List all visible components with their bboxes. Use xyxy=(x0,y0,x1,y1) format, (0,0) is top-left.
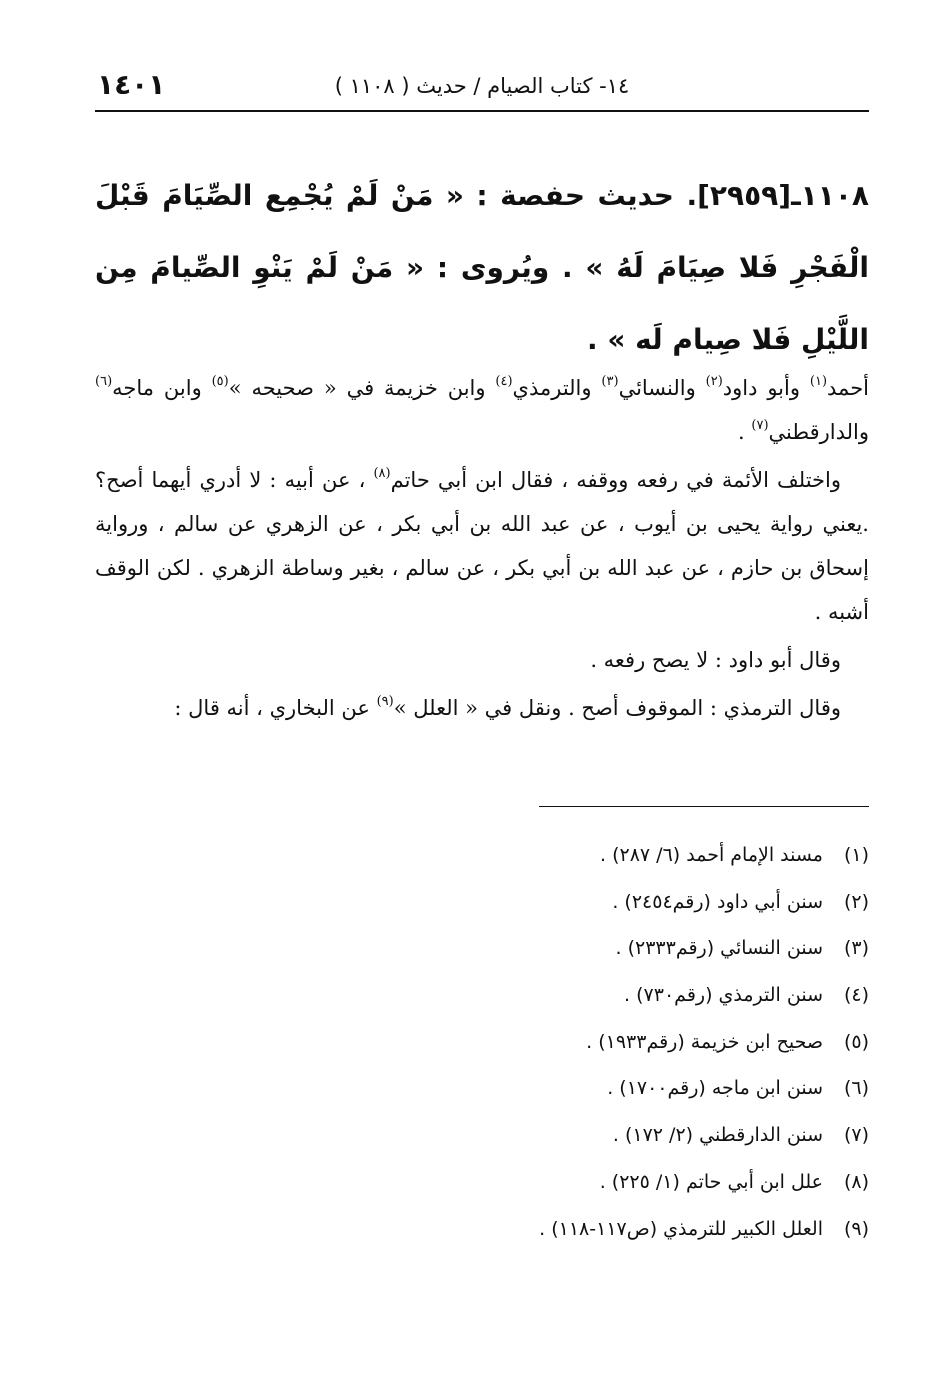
book-page xyxy=(95,0,869,1387)
source-tirmidhi: والترمذي xyxy=(512,376,602,400)
footnote-ref-4[interactable]: (٤) xyxy=(495,374,513,389)
footnote-text: مسند الإمام أحمد (٦/ ٢٨٧) . xyxy=(600,844,823,866)
running-header xyxy=(95,66,869,112)
footnote-2 xyxy=(95,879,869,926)
sentence-end: . xyxy=(738,420,752,444)
footnote-number: (٣) xyxy=(843,937,869,960)
footnote-number: (٥) xyxy=(843,1030,869,1053)
sources-paragraph xyxy=(95,366,869,454)
disagreement-text-a: واختلف الأئمة في رفعه ووقفه ، فقال ابن أبي حاتم xyxy=(390,468,841,492)
footnote-ref-9[interactable]: (٩) xyxy=(376,694,394,709)
footnote-text: العلل الكبير للترمذي (ص١١٧-١١٨) . xyxy=(539,1217,823,1240)
source-ibn-khuzaymah: وابن خزيمة في « صحيحه » xyxy=(228,376,496,400)
tirmidhi-paragraph xyxy=(95,686,869,730)
footnote-text: سنن أبي داود (رقم٢٤٥٤) . xyxy=(612,890,823,913)
chapter-title: ١٤- كتاب الصيام / حديث ( ١١٠٨ ) xyxy=(334,74,630,98)
footnote-4 xyxy=(95,972,869,1019)
hadith-text: . حديث حفصة : « مَنْ لَمْ يُجْمِع الصِّيَامَ قَبْلَ الْفَجْرِ فَلا صِيَامَ لَهُ » . ويُروى : « مَنْ لَمْ يَنْوِ الصِّيامَ مِن اللَّيْلِ فَلا صِيام لَه » . xyxy=(95,179,869,356)
footnote-text: علل ابن أبي حاتم (١/ ٢٢٥) . xyxy=(599,1170,823,1193)
footnote-9 xyxy=(95,1206,869,1253)
footnote-ref-2[interactable]: (٢) xyxy=(705,374,723,389)
page-number: ١٤٠١ xyxy=(97,68,166,101)
footnote-text: سنن ابن ماجه (رقم١٧٠٠) . xyxy=(607,1077,823,1100)
commentary xyxy=(95,366,869,734)
footnote-5 xyxy=(95,1019,869,1066)
abu-dawud-paragraph: وقال أبو داود : لا يصح رفعه . xyxy=(590,648,841,672)
footnote-ref-6[interactable]: (٦) xyxy=(95,374,113,389)
footnote-number: (٦) xyxy=(843,1077,869,1100)
tirmidhi-text-a: وقال الترمذي : الموقوف أصح . ونقل في « العلل » xyxy=(393,696,841,720)
footnote-3 xyxy=(95,925,869,972)
footnote-ref-5[interactable]: (٥) xyxy=(211,374,229,389)
footnote-number: (٤) xyxy=(843,984,869,1007)
hadith-number: ١١٠٨ـ[٢٩٥٩] xyxy=(697,179,869,212)
hadith-block xyxy=(95,160,869,376)
tirmidhi-text-b: عن البخاري ، أنه قال : xyxy=(174,696,377,720)
footnote-6 xyxy=(95,1065,869,1112)
footnote-text: صحيح ابن خزيمة (رقم١٩٣٣) . xyxy=(586,1030,823,1053)
footnotes-list xyxy=(95,832,869,1252)
footnote-8 xyxy=(95,1159,869,1206)
source-abu-dawud: وأبو داود xyxy=(722,376,810,400)
footnote-ref-7[interactable]: (٧) xyxy=(751,418,769,433)
source-ibn-majah: وابن ماجه xyxy=(112,376,212,400)
footnote-number: (٢) xyxy=(843,890,869,913)
footnote-number: (١) xyxy=(843,844,869,866)
footnote-ref-8[interactable]: (٨) xyxy=(373,466,391,481)
footnote-number: (٧) xyxy=(843,1124,869,1147)
disagreement-text-b: ، عن أبيه : لا أدري أيهما أصح؟ .يعني رواية يحيى بن أيوب ، عن عبد الله بن أبي بكر ، عن الزهري عن سالم ، ورواية إسحاق بن حازم ، عن عبد الله بن أبي بكر ، عن سالم ، بغير وساطة الزهري . لكن الوقف أشبه . xyxy=(95,468,869,624)
footnote-number: (٩) xyxy=(843,1217,869,1240)
footnote-text: سنن الدارقطني (٢/ ١٧٢) . xyxy=(612,1124,823,1147)
footnote-number: (٨) xyxy=(843,1170,869,1193)
footnote-ref-1[interactable]: (١) xyxy=(809,374,828,389)
footnote-text: سنن النسائي (رقم٢٣٣٣) . xyxy=(615,937,823,960)
footnote-text: سنن الترمذي (رقم٧٣٠) . xyxy=(624,984,823,1007)
disagreement-paragraph xyxy=(95,458,869,634)
source-ahmad: أحمد xyxy=(827,376,870,400)
footnote-divider xyxy=(539,806,869,807)
footnote-1 xyxy=(95,832,869,879)
source-daraqutni: والدارقطني xyxy=(768,420,869,444)
footnote-ref-3[interactable]: (٣) xyxy=(601,374,619,389)
source-nasai: والنسائي xyxy=(618,376,706,400)
footnote-7 xyxy=(95,1112,869,1159)
